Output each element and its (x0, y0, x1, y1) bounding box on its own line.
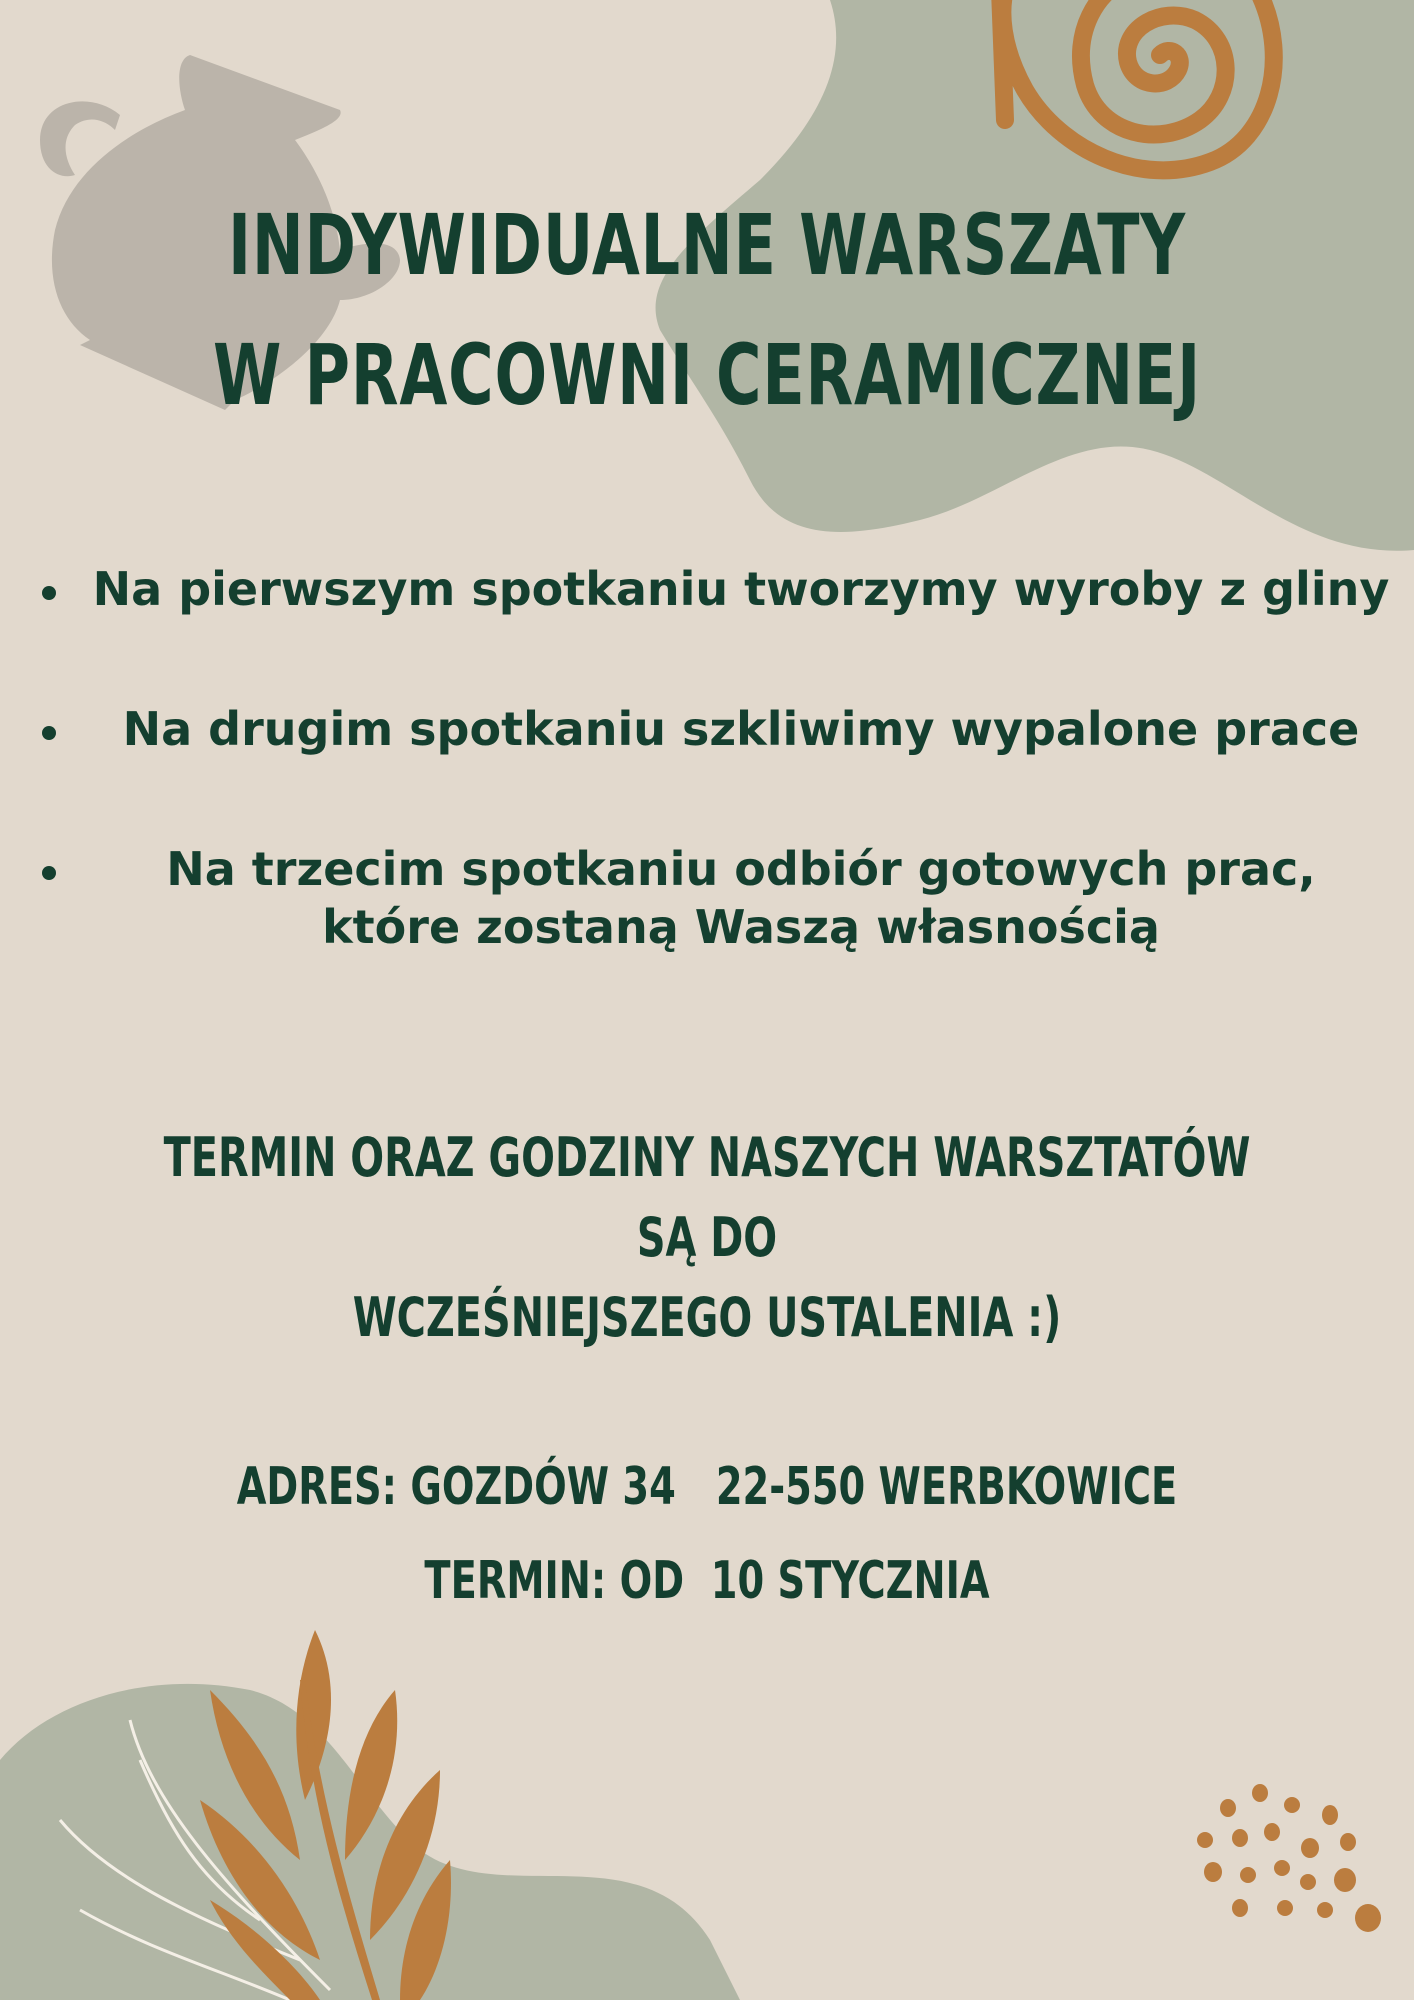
steps-list (30, 560, 1390, 1038)
step-item-2: Na drugim spotkaniu szkliwimy wypalone prace (30, 700, 1390, 758)
page-title (127, 180, 1286, 440)
dots-icon (1197, 1784, 1381, 1932)
title-line-2: W PRACOWNI CERAMICZNEJ (213, 326, 1201, 424)
step-item-1: Na pierwszym spotkaniu tworzymy wyroby z gliny (30, 560, 1390, 618)
note-line-1: TERMIN ORAZ GODZINY NASZYCH WARSZTATÓW SĄ DO (163, 1126, 1251, 1269)
schedule-note (127, 1118, 1286, 1358)
address-text: ADRES: GOZDÓW 34 22-550 WERBKOWICE (236, 1457, 1178, 1517)
contact-info (127, 1440, 1286, 1628)
title-line-1: INDYWIDUALNE WARSZATY (227, 196, 1186, 294)
step-item-3: Na trzecim spotkaniu odbiór gotowych prac, które zostaną Waszą własnością (30, 840, 1390, 956)
note-line-2: WCZEŚNIEJSZEGO USTALENIA :) (352, 1286, 1062, 1349)
start-date-text: TERMIN: OD 10 STYCZNIA (424, 1551, 990, 1611)
